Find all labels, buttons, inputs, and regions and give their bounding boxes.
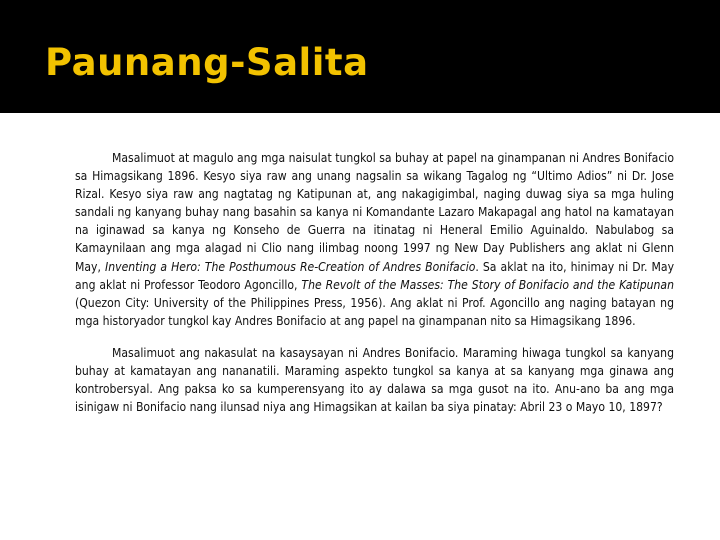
book-title: Inventing a Hero: The Posthumous Re-Creation of Andres Bonifacio xyxy=(105,259,476,274)
paragraph-1 xyxy=(75,149,674,330)
paragraph-text: Masalimuot at magulo ang mga naisulat tungkol sa buhay at papel na ginampanan ni Andres Bonifacio sa Himagsikang 1896. Kesyo siya raw ang unang nagsalin sa wikang Tagalog ng “Ultimo Adios” ni Dr. Jose Rizal. Kesyo siya raw ang nagtatag ng Katipunan at, ang nakagigimbal, naging duwag siya sa mga huling sandali ng kanyang buhay nang basahin sa kanya ni Komandante Lazaro Makapagal ang hatol na kamatayan na iginawad sa kanya ng Konseho de Guerra na itinatag ni Heneral Emilio Aguinaldo. Nabulabog sa Kamaynilaan ang mga alagad ni Clio nang ilimbag noong 1997 ng New Day Publishers ang aklat ni Glenn May, xyxy=(75,151,674,274)
paragraph-text: . Sa aklat na ito, hinimay ni Dr. May ang aklat ni Professor Teodoro Agoncillo, xyxy=(75,259,675,292)
paragraph-text: (Quezon City: University of the Philippines Press, 1956). Ang aklat ni Prof. Agoncillo ang naging batayan ng mga historyador tungkol kay Andres Bonifacio at ang papel na ginampanan nito sa Himagsikang 1896. xyxy=(75,295,674,328)
book-title: The Revolt of the Masses: The Story of Bonifacio and the Katipunan xyxy=(301,277,674,292)
slide-body xyxy=(75,149,674,416)
paragraph-2 xyxy=(75,344,674,416)
paragraph-text: Masalimuot ang nakasulat na kasaysayan ni Andres Bonifacio. Maraming hiwaga tungkol sa kanyang buhay at kamatayan ang nananatili. Maraming aspekto tungkol sa kanya at sa kanyang mga ginawa ang kontrobersyal. Ang paksa ko sa kumperensyang ito ay dalawa sa mga gusot na ito. Anu-ano ba ang mga isinigaw ni Bonifacio nang ilunsad niya ang Himagsikan at kailan ba siya pinatay: Abril 23 o Mayo 10, 1897? xyxy=(75,345,674,415)
slide-title: Paunang-Salita xyxy=(45,41,369,84)
